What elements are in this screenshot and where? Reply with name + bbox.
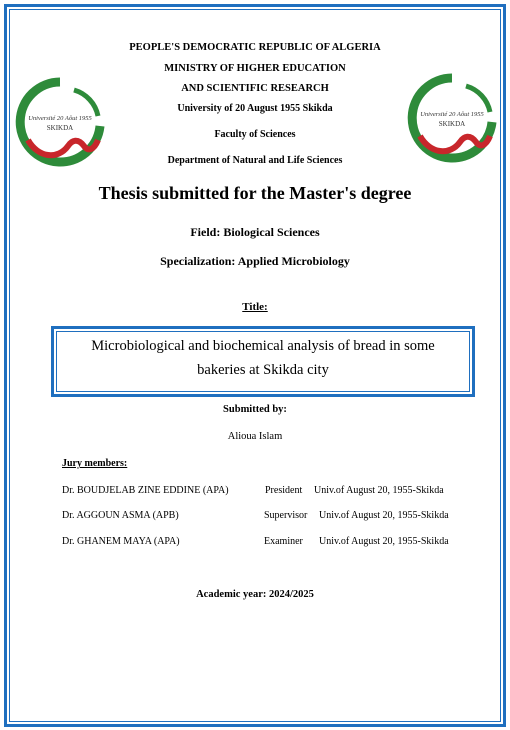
jury-label: Jury members: [62,458,128,469]
jury-member-affiliation: Univ.of August 20, 1955-Skikda [314,485,444,496]
thesis-title [56,334,470,382]
specialization-line: Specialization: Applied Microbiology [160,254,350,268]
jury-member-name: Dr. GHANEM MAYA (APA) [62,536,180,547]
department-name: Department of Natural and Life Sciences [167,155,343,166]
jury-member-name: Dr. AGGOUN ASMA (APB) [62,510,179,521]
submitted-by-label: Submitted by: [223,404,287,415]
thesis-heading: Thesis submitted for the Master's degree [98,183,412,203]
logo-text-top: Université 20 Aôut 1955 [28,115,92,122]
ministry-name: MINISTRY OF HIGHER EDUCATION [164,63,346,74]
jury-member-affiliation: Univ.of August 20, 1955-Skikda [319,536,449,547]
thesis-title-line-2: bakeries at Skikda city [197,362,329,378]
ministry-name-continued: AND SCIENTIFIC RESEARCH [181,83,329,94]
logo-text-bottom: SKIKDA [46,124,74,132]
jury-member-name: Dr. BOUDJELAB ZINE EDDINE (APA) [62,485,229,496]
faculty-name: Faculty of Sciences [214,129,296,140]
field-line: Field: Biological Sciences [190,225,320,239]
logo-text-bottom: SKIKDA [438,120,466,128]
academic-year: Academic year: 2024/2025 [196,589,314,600]
thesis-title-line-1: Microbiological and biochemical analysis of bread in some [91,338,435,354]
jury-member-affiliation: Univ.of August 20, 1955-Skikda [319,510,449,521]
jury-member-role: Supervisor [264,510,308,521]
student-name: Alioua Islam [227,431,283,442]
logo-text-top: Université 20 Aôut 1955 [420,111,484,118]
title-label: Title: [242,301,268,313]
republic-name: PEOPLE'S DEMOCRATIC REPUBLIC OF ALGERIA [129,42,381,53]
jury-member-role: Examiner [264,536,303,547]
jury-member-role: President [265,485,303,496]
university-name: University of 20 August 1955 Skikda [177,103,333,114]
